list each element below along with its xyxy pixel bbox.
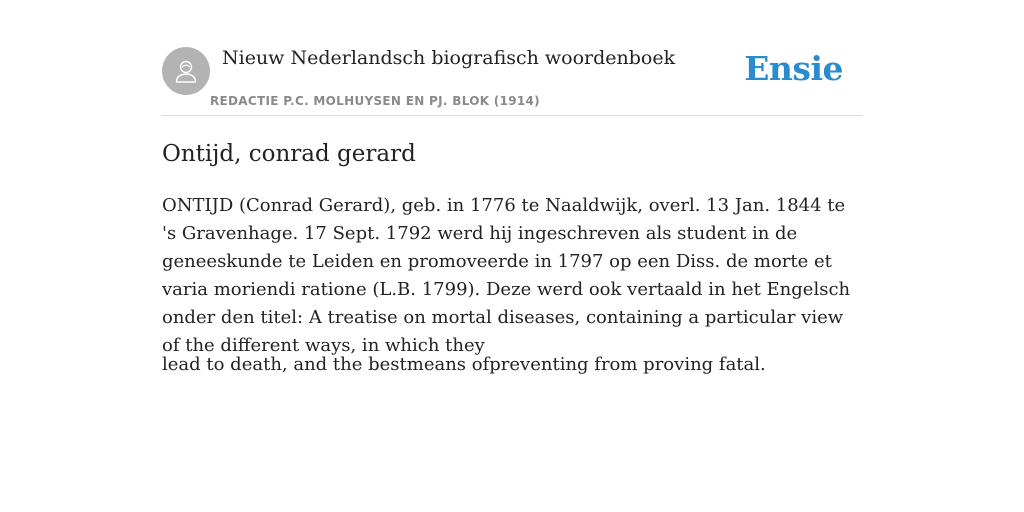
article-paragraph: lead to death, and the bestmeans ofpreventing from proving fatal. bbox=[162, 354, 766, 375]
article-paragraph: ONTIJD (Conrad Gerard), geb. in 1776 te Naaldwijk, overl. 13 Jan. 1844 te 's Gravenhage. 17 Sept. 1792 werd hij ingeschreven als student in de geneeskunde te Leiden en promoveerde in 1797 op een Diss. de morte et varia moriendi ratione (L.B. 1799). Deze werd ook vertaald in het Engelsch onder den titel: A treatise on mortal diseases, containing a particular view of the different ways, in which they bbox=[162, 195, 851, 356]
book-editors: REDACTIE P.C. MOLHUYSEN EN PJ. BLOK (1914) bbox=[210, 94, 540, 108]
user-icon bbox=[172, 57, 200, 85]
article-title: Ontijd, conrad gerard bbox=[162, 141, 416, 167]
source-header bbox=[162, 40, 862, 116]
book-title[interactable]: Nieuw Nederlandsch biografisch woordenboek bbox=[222, 47, 676, 69]
ensie-logo[interactable]: Ensie bbox=[744, 49, 843, 88]
avatar bbox=[162, 47, 210, 95]
